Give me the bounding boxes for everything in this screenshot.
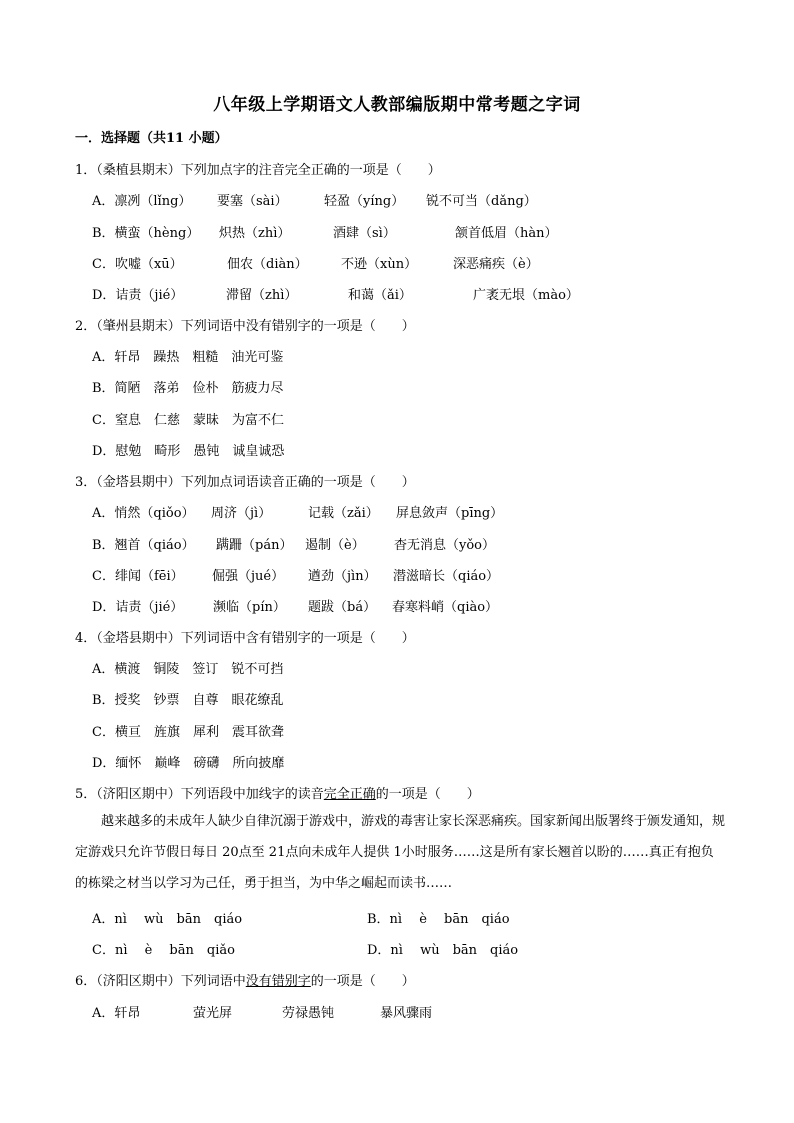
option-text: 广袤无垠（mào） bbox=[473, 288, 579, 303]
option-text: 萤光屏 bbox=[193, 1006, 233, 1021]
question-5-option-a[interactable]: A．nì wù bān qiáo bbox=[92, 912, 243, 927]
option-text: 酒肆（sì） bbox=[333, 226, 396, 241]
option-text: 题跋（bá） bbox=[308, 600, 377, 615]
option-text: 轻盈（yíng） bbox=[324, 194, 405, 209]
option-text: A．凛冽（lǐng） bbox=[92, 194, 192, 209]
stem-text: 的一项是（ ） bbox=[310, 974, 415, 989]
option-text: 不逊（xùn） bbox=[341, 257, 418, 272]
option-text: 记载（zǎi） bbox=[308, 506, 379, 521]
option-text: D．诘责（jié） bbox=[92, 288, 184, 303]
option-text: 遏制（è） bbox=[305, 538, 365, 553]
option-text: 春寒料峭（qiào） bbox=[392, 600, 499, 615]
option-text: A．悄然（qiǒo） bbox=[92, 506, 195, 521]
question-1-stem: 1．（桑植县期末）下列加点字的注音完全正确的一项是（ ） bbox=[75, 163, 441, 178]
stem-underlined-text: 完全正确 bbox=[323, 787, 376, 802]
question-3-stem: 3．（金塔县期中）下列加点词语读音正确的一项是（ ） bbox=[75, 475, 415, 490]
stem-text: 6．（济阳区期中）下列词语中 bbox=[75, 974, 246, 989]
option-text: 濒临（pín） bbox=[213, 600, 286, 615]
option-text: 锐不可当（dǎng） bbox=[426, 194, 537, 209]
option-text: A．轩昂 bbox=[92, 1006, 141, 1021]
option-text: 深恶痛疾（è） bbox=[453, 257, 539, 272]
option-text: 蹒跚（pán） bbox=[216, 538, 293, 553]
option-text: 要塞（sài） bbox=[217, 194, 288, 209]
question-5-option-d[interactable]: D．nì wù bān qiáo bbox=[367, 943, 519, 958]
option-text: 滞留（zhì） bbox=[226, 288, 298, 303]
option-text: C．绯闻（fēi） bbox=[92, 569, 184, 584]
option-text: B．横蛮（hèng） bbox=[92, 226, 200, 241]
question-2-option-d[interactable]: D．慰勉 畸形 愚钝 诚皇诚恐 bbox=[92, 444, 285, 459]
option-text: C．吹嘘（xū） bbox=[92, 257, 183, 272]
option-text: 炽热（zhì） bbox=[219, 226, 291, 241]
question-5-option-c[interactable]: C．nì è bān qiǎo bbox=[92, 943, 235, 958]
option-text: 潜滋暗长（qiáo） bbox=[393, 569, 500, 584]
stem-underlined-text: 没有错别字 bbox=[245, 974, 311, 989]
question-4-option-b[interactable]: B．授奖 钞票 自尊 眼花缭乱 bbox=[92, 693, 284, 708]
option-text: 劳禄愚钝 bbox=[282, 1006, 335, 1021]
option-text: 和蔼（ǎi） bbox=[348, 288, 412, 303]
question-2-option-b[interactable]: B．简陋 落弟 俭朴 筋疲力尽 bbox=[92, 381, 284, 396]
option-text: D．诘责（jié） bbox=[92, 600, 184, 615]
option-text: 遒劲（jìn） bbox=[308, 569, 377, 584]
question-2-option-a[interactable]: A．轩昂 躁热 粗糙 油光可鉴 bbox=[92, 350, 284, 365]
page-title: 八年级上学期语文人教部编版期中常考题之字词 bbox=[213, 95, 581, 115]
question-4-option-a[interactable]: A．横渡 铜陵 签订 锐不可挡 bbox=[92, 662, 284, 677]
option-text: 颔首低眉（hàn） bbox=[455, 226, 558, 241]
question-2-stem: 2．（肇州县期末）下列词语中没有错别字的一项是（ ） bbox=[75, 319, 415, 334]
option-text: 倔强（jué） bbox=[212, 569, 285, 584]
question-6-stem bbox=[75, 970, 415, 989]
option-text: B．翘首（qiáo） bbox=[92, 538, 195, 553]
question-2-option-c[interactable]: C．窒息 仁慈 蒙昧 为富不仁 bbox=[92, 413, 284, 428]
option-text: 杳无消息（yǒo） bbox=[394, 538, 495, 553]
question-5-option-b[interactable]: B．nì è bān qiáo bbox=[367, 912, 510, 927]
question-4-option-c[interactable]: C．横亘 旌旗 犀利 震耳欲聋 bbox=[92, 725, 284, 740]
question-4-option-d[interactable]: D．缅怀 巅峰 磅礴 所向披靡 bbox=[92, 756, 285, 771]
option-text: 屏息敛声（pīng） bbox=[396, 506, 504, 521]
section-heading: 一．选择题（共11 小题） bbox=[75, 131, 228, 146]
stem-text: 的一项是（ ） bbox=[375, 787, 480, 802]
question-5-stem bbox=[75, 783, 480, 802]
stem-text: 5．（济阳区期中）下列语段中加线字的读音 bbox=[75, 787, 324, 802]
passage-text: 越来越多的未成年人缺少自律沉溺于游戏中，游戏的毒害让家长深恶痛疾。国家新闻出版署终于颁发通知，规定游戏只允许节假日每日 20点至 21点向未成年人提供 1小时服务……这是所有家长翘首以盼的……真正有抱负的栋梁之材当以学习为己任，勇于担当，为中华之崛起而读书…… bbox=[75, 814, 726, 891]
option-text: 佃农（diàn） bbox=[227, 257, 308, 272]
question-5-passage bbox=[75, 806, 725, 899]
question-4-stem: 4．（金塔县期中）下列词语中含有错别字的一项是（ ） bbox=[75, 631, 415, 646]
option-text: 周济（jì） bbox=[211, 506, 272, 521]
option-text: 暴风骤雨 bbox=[380, 1006, 433, 1021]
